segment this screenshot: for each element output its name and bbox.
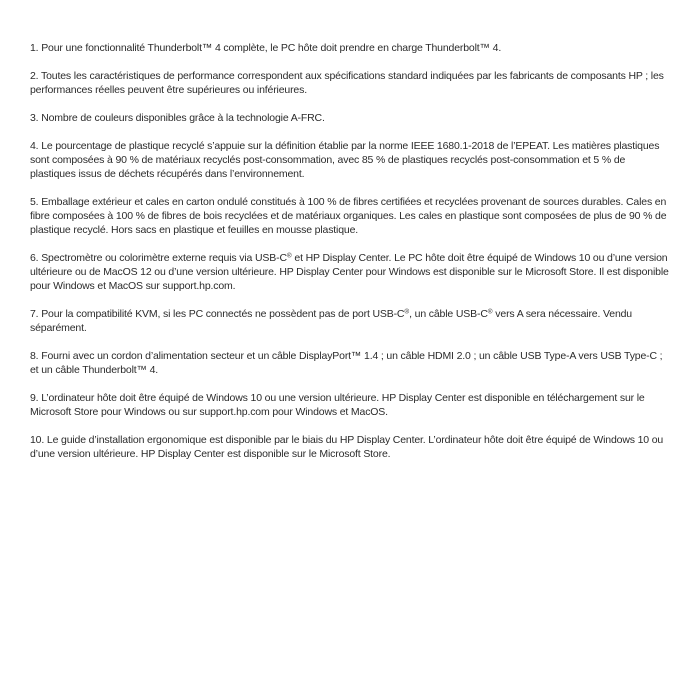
footnote-1: 1. Pour une fonctionnalité Thunderbolt™ 4 complète, le PC hôte doit prendre en charge Thunderbolt™ 4.	[30, 42, 502, 54]
footnotes-list	[30, 41, 672, 461]
footnote-9: 9. L’ordinateur hôte doit être équipé de Windows 10 ou une version ultérieure. HP Display Center est disponible en téléchargement sur le Microsoft Store pour Windows ou sur support.hp.com pour Windows et MacOS.	[30, 392, 645, 418]
footnote-10: 10. Le guide d’installation ergonomique est disponible par le biais du HP Display Center. L’ordinateur hôte doit être équipé de Windows 10 ou d’une version ultérieure. HP Display Center est disponible sur le Microsoft Store.	[30, 434, 664, 460]
footnote-8: 8. Fourni avec un cordon d’alimentation secteur et un câble DisplayPort™ 1.4 ; un câble HDMI 2.0 ; un câble USB Type-A vers USB Type-C ; et un câble Thunderbolt™ 4.	[30, 350, 663, 376]
footnote-2: 2. Toutes les caractéristiques de performance correspondent aux spécifications standard indiquées par les fabricants de composants HP ; les performances réelles peuvent être supérieures ou inférieures.	[30, 70, 664, 96]
footnote-4: 4. Le pourcentage de plastique recyclé s’appuie sur la définition établie par la norme IEEE 1680.1-2018 de l’EPEAT. Les matières plastiques sont composées à 90 % de matériaux recyclés post-consommation, avec 85 % de plastiques recyclés post-consommation et 5 % de plastiques issus de déchets récupérés dans l’environnement.	[30, 140, 660, 180]
footnote-7: 7. Pour la compatibilité KVM, si les PC connectés ne possèdent pas de port USB-C®, un câble USB-C® vers A sera nécessaire. Vendu séparément.	[30, 308, 632, 334]
footnote-5: 5. Emballage extérieur et cales en carton ondulé constitués à 100 % de fibres certifiées et recyclées provenant de sources durables. Cales en fibre composées à 100 % de fibres de bois recyclées et de matériaux organiques. Les cales en plastique sont composées de plus de 90 % de plastique recyclé. Hors sacs en plastique et feuilles en mousse plastique.	[30, 196, 667, 236]
footnote-6: 6. Spectromètre ou colorimètre externe requis via USB-C® et HP Display Center. Le PC hôte doit être équipé de Windows 10 ou d’une version ultérieure ou de MacOS 12 ou d’une version ultérieure. HP Display Center pour Windows est disponible sur le Microsoft Store. Il est disponible pour Windows et MacOS sur support.hp.com.	[30, 252, 669, 292]
footnote-3: 3. Nombre de couleurs disponibles grâce à la technologie A-FRC.	[30, 112, 325, 124]
